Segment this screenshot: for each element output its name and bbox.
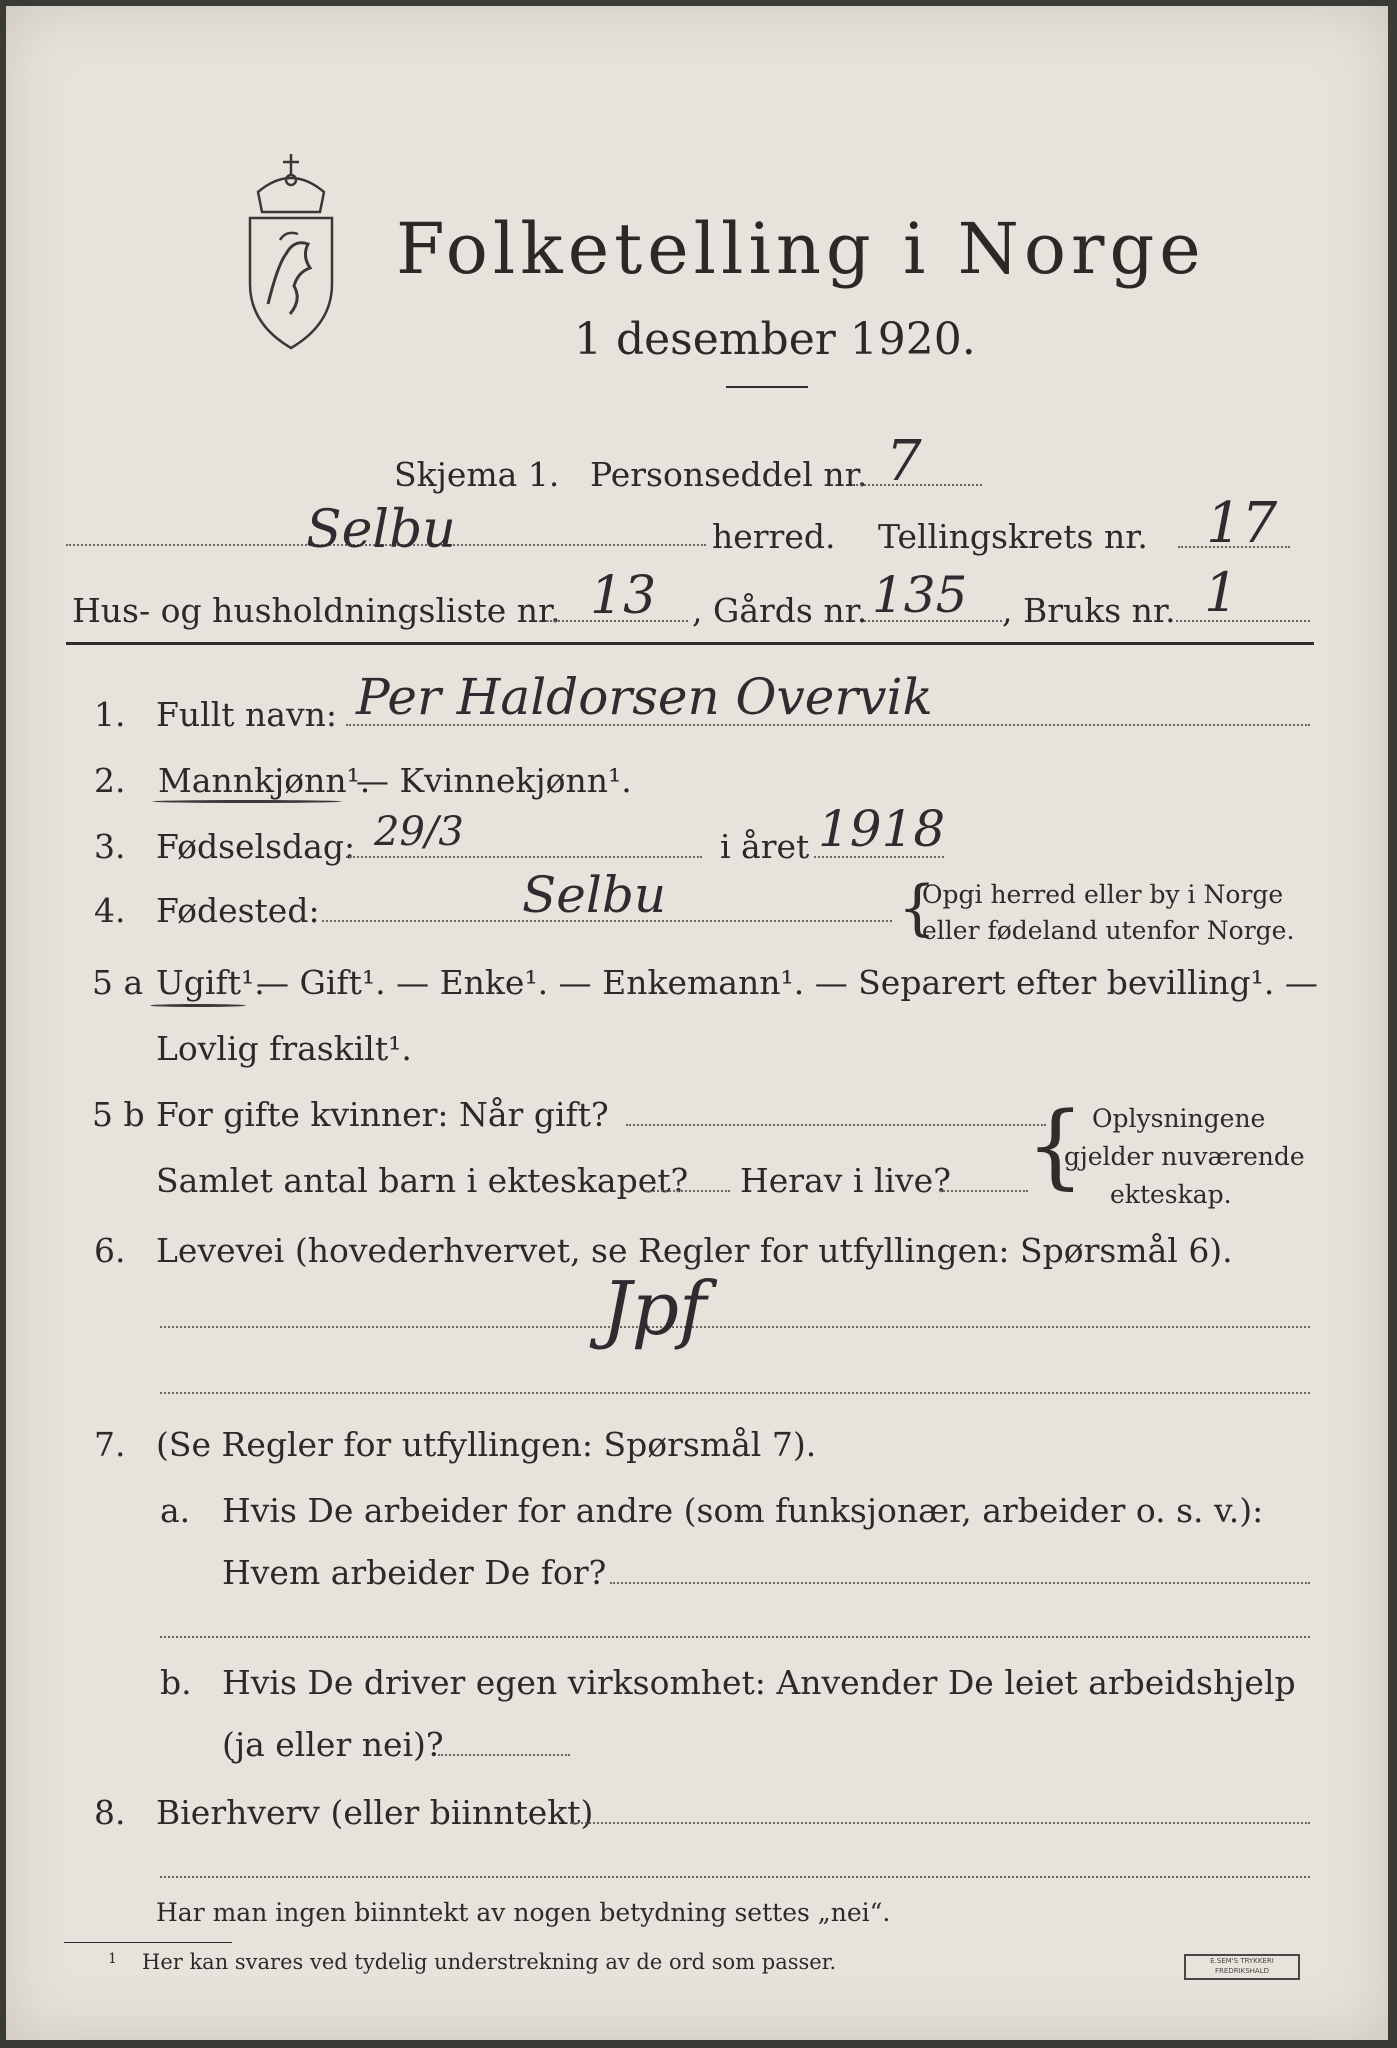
birthplace-value: Selbu xyxy=(522,866,667,924)
census-form-page xyxy=(6,6,1388,2040)
herred-label: herred. xyxy=(712,517,836,556)
q7-label: (Se Regler for utfyllingen: Spørsmål 7). xyxy=(156,1425,817,1464)
bruks-field[interactable] xyxy=(1176,620,1310,622)
side-income-field-1[interactable] xyxy=(570,1822,1310,1824)
husliste-value: 13 xyxy=(590,566,657,626)
q6-label: Levevei (hovederhvervet, se Regler for utfyllingen: Spørsmål 6). xyxy=(156,1231,1233,1270)
title-divider xyxy=(726,386,808,388)
occupation-field-1[interactable] xyxy=(160,1326,1310,1328)
q8-label: Bierhverv (eller biinntekt) xyxy=(156,1793,594,1832)
hired-help-field[interactable] xyxy=(438,1754,570,1756)
footnote-mark: 1 xyxy=(108,1951,117,1967)
gards-label: , Gårds nr. xyxy=(692,591,868,630)
q7b-letter: b. xyxy=(160,1663,192,1702)
q4-note-brace: { xyxy=(898,873,937,943)
birthday-field[interactable] xyxy=(346,856,702,858)
form-date: 1 desember 1920. xyxy=(574,314,976,365)
tellingskrets-label: Tellingskrets nr. xyxy=(878,517,1148,556)
q8-number: 8. xyxy=(94,1793,126,1832)
q5a-line2: Lovlig fraskilt¹. xyxy=(156,1029,412,1068)
q5a-number: 5 a xyxy=(92,963,144,1002)
q4-note-line2: eller fødeland utenfor Norge. xyxy=(922,916,1295,945)
q3-year-label: i året xyxy=(720,827,810,866)
q5b-children-label: Samlet antal barn i ekteskapet? xyxy=(156,1161,689,1200)
q4-number: 4. xyxy=(94,891,126,930)
q5b-note-line1: Oplysningene xyxy=(1092,1104,1266,1133)
municipality-value: Selbu xyxy=(306,500,456,560)
q5b-note-brace: { xyxy=(1026,1092,1085,1199)
q6-number: 6. xyxy=(94,1231,126,1270)
q7-number: 7. xyxy=(94,1425,126,1464)
alive-field[interactable] xyxy=(940,1190,1028,1192)
side-income-field-2[interactable] xyxy=(160,1876,1310,1878)
q7a-label: Hvis De arbeider for andre (som funksjonær, arbeider o. s. v.): xyxy=(222,1491,1264,1530)
footnote-text: Her kan svares ved tydelig understrekning av de ord som passer. xyxy=(142,1950,837,1974)
full-name-value: Per Haldorsen Overvik xyxy=(356,668,933,726)
tellingskrets-value: 17 xyxy=(1206,491,1278,556)
q7b-label: Hvis De driver egen virksomhet: Anvender De leiet arbeidshjelp xyxy=(222,1663,1296,1702)
coat-of-arms-icon xyxy=(228,144,354,354)
birth-year-value: 1918 xyxy=(818,800,946,858)
q5b-note-line3: ekteskap. xyxy=(1110,1180,1232,1209)
q1-number: 1. xyxy=(94,695,126,734)
q7a-letter: a. xyxy=(160,1491,191,1530)
q3-label: Fødselsdag: xyxy=(156,827,356,866)
employer-field-2[interactable] xyxy=(160,1636,1310,1638)
q4-note-line1: Opgi herred eller by i Norge xyxy=(922,880,1284,909)
q5b-number: 5 b xyxy=(92,1095,145,1134)
occupation-field-2[interactable] xyxy=(160,1392,1310,1394)
q4-label: Fødested: xyxy=(156,891,320,930)
q8-note: Har man ingen biinntekt av nogen betydning settes „nei“. xyxy=(156,1898,891,1927)
header-divider xyxy=(66,642,1314,645)
q7b-line2: (ja eller nei)? xyxy=(222,1725,444,1764)
skjema-label: Skjema 1. xyxy=(394,455,560,494)
married-when-field[interactable] xyxy=(626,1124,1046,1126)
form-title: Folketelling i Norge xyxy=(396,208,1206,290)
q5a-options: — Gift¹. — Enke¹. — Enkemann¹. — Separert efter bevilling¹. — xyxy=(256,963,1318,1002)
bruks-label: , Bruks nr. xyxy=(1002,591,1176,630)
q5a-ugift[interactable]: Ugift¹. xyxy=(156,963,265,1002)
q2-number: 2. xyxy=(94,761,126,800)
occupation-value: Jpf xyxy=(602,1266,707,1352)
q2-male[interactable]: Mannkjønn¹. xyxy=(158,761,371,800)
employer-field-1[interactable] xyxy=(610,1582,1310,1584)
q3-number: 3. xyxy=(94,827,126,866)
birthday-value: 29/3 xyxy=(374,809,464,855)
gards-value: 135 xyxy=(872,566,968,624)
q5b-note-line2: gjelder nuværende xyxy=(1064,1142,1305,1171)
q5b-alive-label: Herav i live? xyxy=(740,1161,951,1200)
children-field[interactable] xyxy=(646,1190,730,1192)
footnote-divider xyxy=(64,1942,232,1943)
personseddel-label: Personseddel nr. xyxy=(590,455,868,494)
q2-female[interactable]: — Kvinnekjønn¹. xyxy=(356,761,632,800)
male-underline xyxy=(152,800,342,803)
q7a-line2: Hvem arbeider De for? xyxy=(222,1553,607,1592)
q5b-label: For gifte kvinner: Når gift? xyxy=(156,1095,609,1134)
bruks-value: 1 xyxy=(1204,561,1239,624)
printer-stamp: E.SEM'S TRYKKERI FREDRIKSHALD xyxy=(1184,1954,1300,1980)
q1-label: Fullt navn: xyxy=(156,695,337,734)
husliste-label: Hus- og husholdningsliste nr. xyxy=(72,591,561,630)
ugift-underline xyxy=(150,1004,246,1007)
personseddel-value: 7 xyxy=(886,429,922,494)
